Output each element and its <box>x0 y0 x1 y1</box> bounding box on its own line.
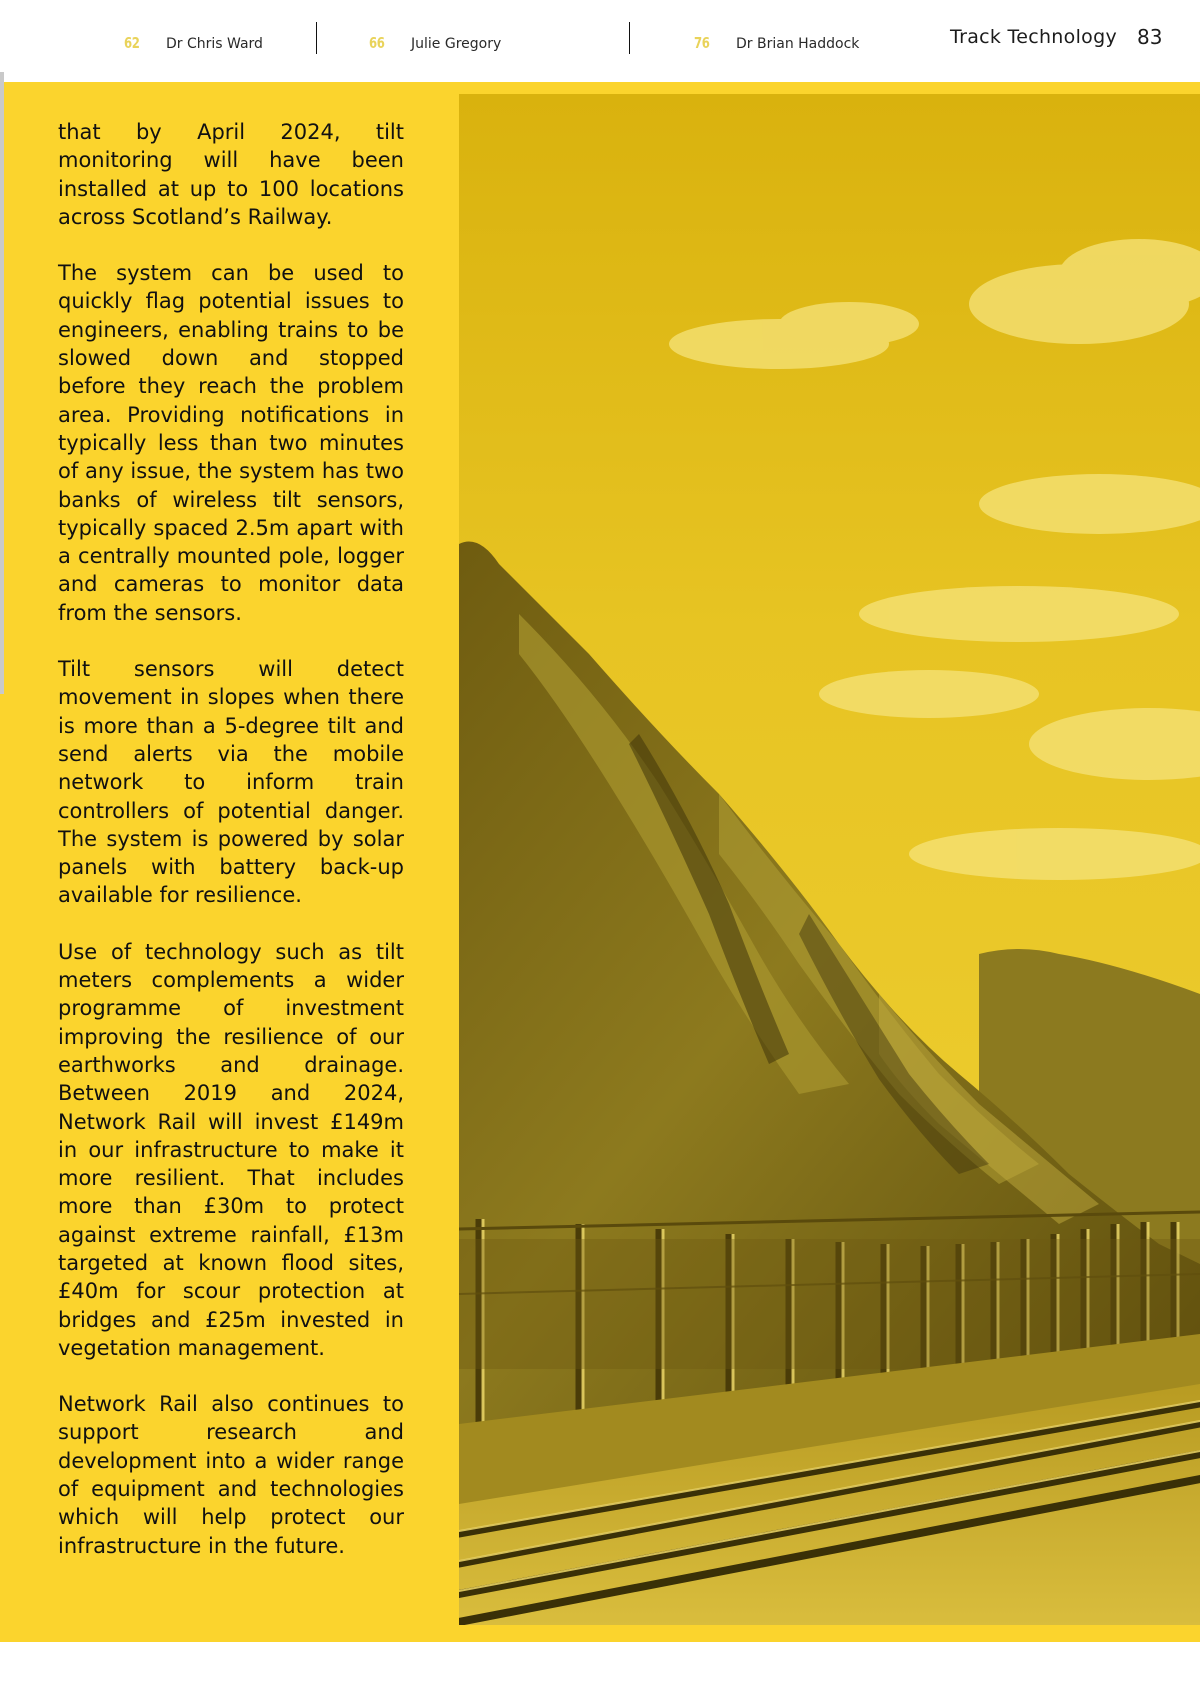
page-header <box>0 0 1200 82</box>
nav-author-name: Julie Gregory <box>411 36 502 52</box>
nav-page-number: 66 <box>369 34 385 52</box>
article-paragraph: that by April 2024, tilt monitoring will have been installed at up to 100 locations across Scotland’s Railway. <box>58 120 404 229</box>
page-bottom-margin <box>0 1642 1200 1697</box>
railway-cliff-photo <box>459 94 1200 1625</box>
article-body <box>58 118 404 1588</box>
nav-item-chris-ward[interactable] <box>124 34 263 52</box>
nav-author-name: Dr Chris Ward <box>166 36 263 52</box>
article-paragraph: Network Rail also continues to support research and development into a wider range of equipment and technologies which will help protect our infrastructure in the future. <box>58 1392 404 1558</box>
nav-page-number: 62 <box>124 34 140 52</box>
nav-divider <box>629 22 630 54</box>
article-paragraph: The system can be used to quickly flag potential issues to engineers, enabling trains to be slowed down and stopped before they reach the problem area. Providing notifications in typically less than two minutes of any issue, the system has two banks of wireless tilt sensors, typically spaced 2.5m apart with a centrally mounted pole, logger and cameras to monitor data from the sensors. <box>58 261 404 625</box>
section-title: Track Technology <box>950 26 1117 48</box>
article-paragraph: Use of technology such as tilt meters complements a wider programme of investment improving the resilience of our earthworks and drainage. Between 2019 and 2024, Network Rail will invest £149m in our infrastructure to make it more resilient. That includes more than £30m to protect against extreme rainfall, £13m targeted at known flood sites, £40m for scour protection at bridges and £25m invested in vegetation management. <box>58 939 404 1360</box>
nav-item-julie-gregory[interactable] <box>369 34 501 52</box>
nav-item-brian-haddock[interactable] <box>694 34 859 52</box>
article-paragraph: Tilt sensors will detect movement in slopes when there is more than a 5-degree tilt and send alerts via the mobile network to inform train controllers of potential danger. The system is powered by solar panels with battery back-up available for resilience. <box>58 657 404 908</box>
nav-page-number: 76 <box>694 34 710 52</box>
previous-page-edge <box>0 72 4 694</box>
nav-author-name: Dr Brian Haddock <box>736 36 860 52</box>
page-number: 83 <box>1137 25 1163 49</box>
nav-divider <box>316 22 317 54</box>
